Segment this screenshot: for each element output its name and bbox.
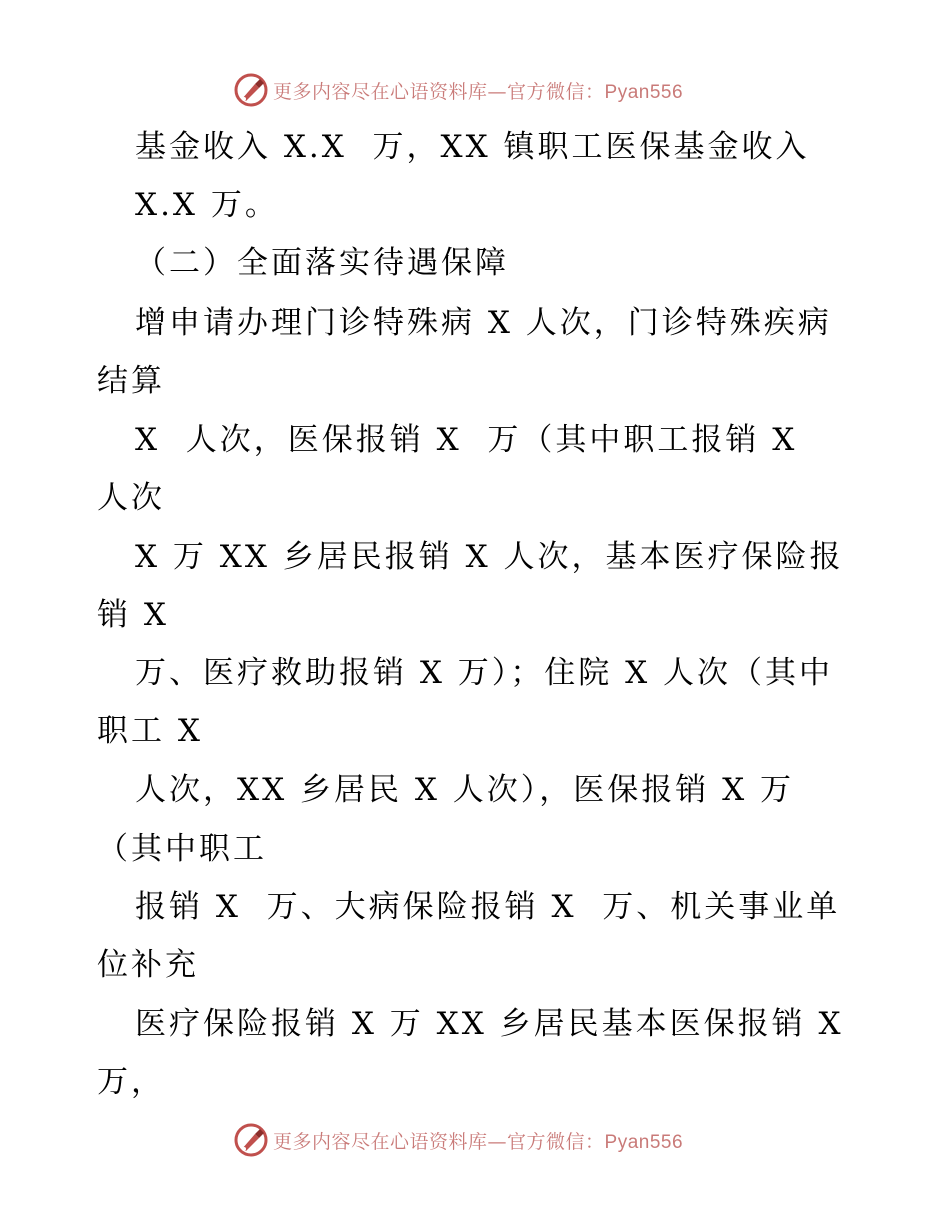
text-line: 万， [97, 1064, 165, 1100]
text-line: 增申请办理门诊特殊病 X 人次，门诊特殊疾病 [135, 305, 832, 341]
text-line: 医疗保险报销 X 万 XX 乡居民基本医保报销 X [135, 1006, 844, 1042]
text-line: （其中职工 [97, 831, 267, 867]
text-line: 销 X [97, 597, 169, 633]
text-line: 人次 [97, 480, 165, 516]
watermark-text: 更多内容尽在心语资料库—官方微信： [273, 1130, 605, 1153]
text-line: 万、医疗救助报销 X 万）；住院 X 人次（其中 [135, 655, 834, 691]
section-heading: （二）全面落实待遇保障 [135, 245, 509, 281]
text-line: 基金收入 X.X 万，XX 镇职工医保基金收入 [135, 129, 810, 165]
text-line: 人次，XX 乡居民 X 人次），医保报销 X 万 [135, 772, 795, 808]
pen-logo-icon [233, 72, 269, 108]
text-line: X.X 万。 [135, 187, 279, 223]
text-line: 职工 X [97, 713, 203, 749]
watermark-id: Pyan556 [604, 1131, 684, 1153]
watermark-banner-bottom [0, 1120, 950, 1160]
watermark-banner-top [0, 70, 950, 110]
pen-logo-icon [233, 1122, 269, 1158]
text-line: 位补充 [97, 947, 199, 983]
text-line: 结算 [97, 363, 165, 399]
text-line: X 万 XX 乡居民报销 X 人次，基本医疗保险报 [135, 539, 844, 575]
text-line: 报销 X 万、大病保险报销 X 万、机关事业单 [135, 889, 841, 925]
watermark-id: Pyan556 [604, 81, 684, 103]
text-line: X 人次，医保报销 X 万（其中职工报销 X [135, 422, 798, 458]
watermark-text: 更多内容尽在心语资料库—官方微信： [273, 80, 605, 103]
